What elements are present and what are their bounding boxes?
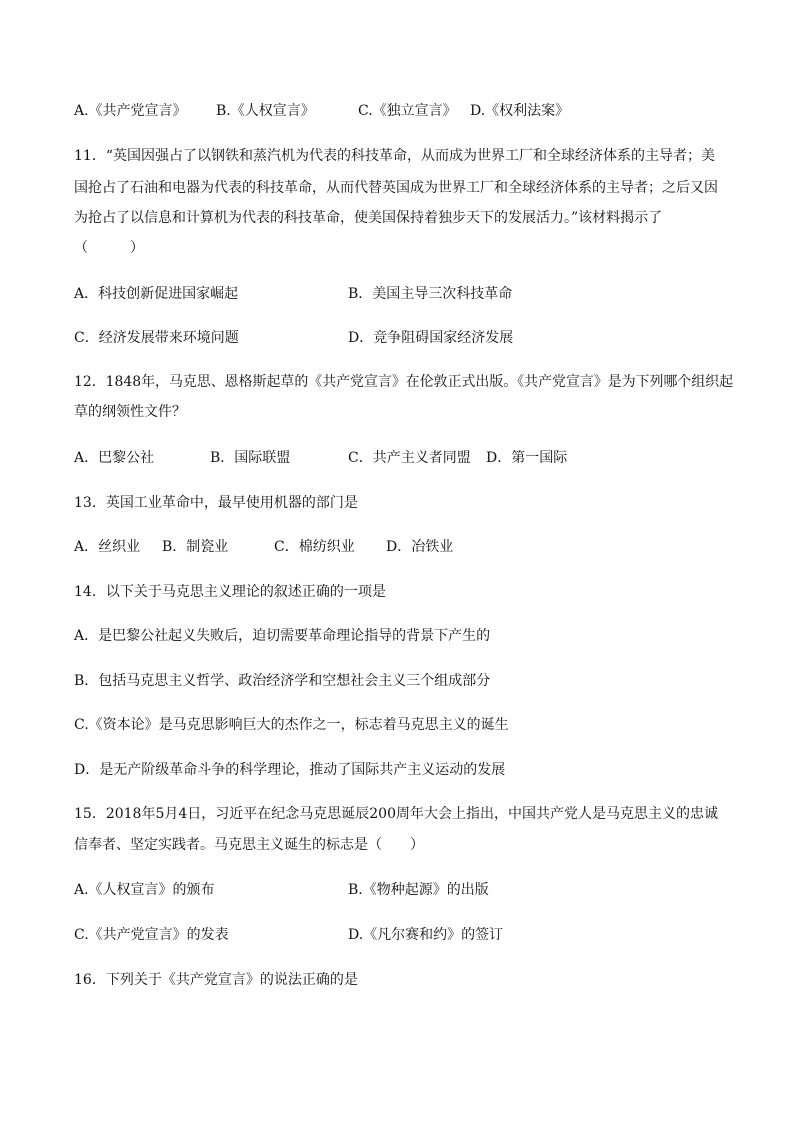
q14-option-d: D．是无产阶级革命斗争的科学理论，推动了国际共产主义运动的发展 — [74, 762, 506, 778]
q11-stem-line-2: 国抢占了石油和电器为代表的科技革命，从而代替英国成为世界工厂和全球经济体系的主导者；之后又因 — [74, 180, 718, 196]
q13-option-b: B．制瓷业 — [162, 539, 229, 555]
prev-option-c: C.《独立宣言》 — [358, 103, 457, 119]
prev-option-b: B.《人权宣言》 — [216, 103, 315, 119]
q11-stem-line-3: 为抢占了以信息和计算机为代表的科技革命，使美国保持着独步天下的发展活力。”该材料揭示了 — [74, 210, 663, 226]
q11-stem-line-1: 11．“英国因强占了以钢铁和蒸汽机为代表的科技革命，从而成为世界工厂和全球经济体系的主导者；美 — [74, 148, 715, 164]
q13-option-c: C．棉纺织业 — [274, 539, 355, 555]
q13-option-a: A．丝织业 — [74, 539, 141, 555]
q11-option-a: A．科技创新促进国家崛起 — [74, 286, 239, 302]
q16-stem-line-1: 16．下列关于《共产党宣言》的说法正确的是 — [74, 972, 358, 988]
q15-stem-line-2: 信奉者、坚定实践者。马克思主义诞生的标志是（ ） — [74, 837, 424, 853]
q13-stem-line-1: 13．英国工业革命中，最早使用机器的部门是 — [74, 495, 358, 511]
prev-option-a: A.《共产党宣言》 — [74, 103, 187, 119]
q14-stem-line-1: 14．以下关于马克思主义理论的叙述正确的一项是 — [74, 584, 386, 600]
q11-option-b: B．美国主导三次科技革命 — [348, 286, 513, 302]
q14-option-b: B．包括马克思主义哲学、政治经济学和空想社会主义三个组成部分 — [74, 673, 491, 689]
q14-option-a: A．是巴黎公社起义失败后，迫切需要革命理论指导的背景下产生的 — [74, 628, 491, 644]
q15-option-c: C.《共产党宣言》的发表 — [74, 927, 229, 943]
q12-stem-line-2: 草的纲领性文件？ — [74, 404, 186, 420]
q15-option-b: B.《物种起源》的出版 — [348, 882, 489, 898]
q11-option-c: C．经济发展带来环境问题 — [74, 330, 239, 346]
q14-option-c: C.《资本论》是马克思影响巨大的杰作之一，标志着马克思主义的诞生 — [74, 717, 509, 733]
q13-option-d: D．冶铁业 — [386, 539, 454, 555]
q11-answer-blank: （ ） — [74, 240, 144, 256]
q15-stem-line-1: 15．2018年5月4日，习近平在纪念马克思诞辰200周年大会上指出，中国共产党人是马克思主义的忠诚 — [74, 806, 718, 822]
q12-option-a: A．巴黎公社 — [74, 450, 155, 466]
q15-option-d: D.《凡尔赛和约》的签订 — [348, 927, 504, 943]
q12-stem-line-1: 12．1848年，马克思、恩格斯起草的《共产党宣言》在伦敦正式出版。《共产党宣言》是为下列哪个组织起 — [74, 374, 734, 390]
q11-option-d: D．竞争阻碍国家经济发展 — [348, 330, 514, 346]
prev-option-d: D.《权利法案》 — [470, 103, 570, 119]
q12-option-b: B．国际联盟 — [210, 450, 291, 466]
q15-option-a: A.《人权宣言》的颁布 — [74, 882, 215, 898]
q12-option-d: D．第一国际 — [486, 450, 568, 466]
q12-option-c: C．共产主义者同盟 — [348, 450, 471, 466]
